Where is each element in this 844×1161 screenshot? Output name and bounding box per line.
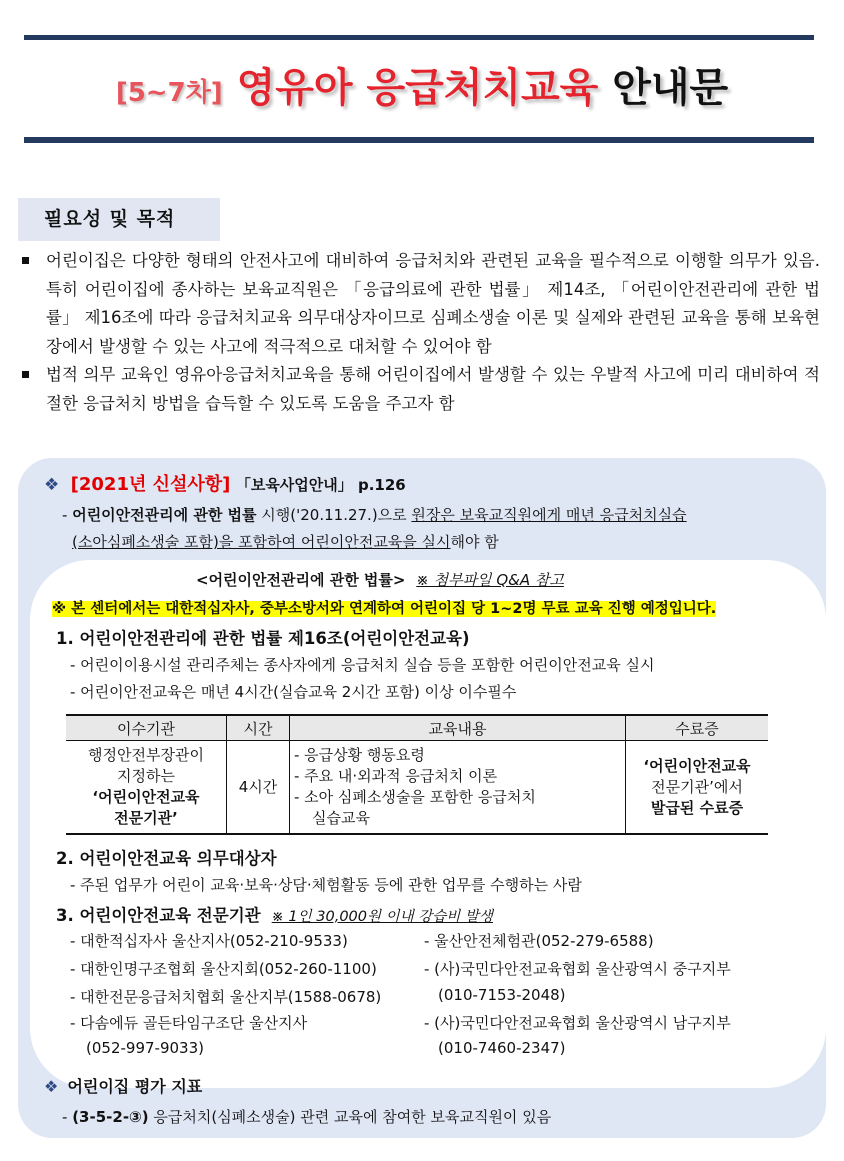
table-header-row	[66, 715, 768, 741]
cell-line: 발급된 수료증	[650, 798, 744, 817]
evaluation-heading: 어린이집 평가 지표	[67, 1077, 203, 1096]
diamond-bullet-icon: ❖	[44, 475, 60, 495]
dash-marker: -	[62, 1108, 68, 1126]
expert-right-2-phone: (010-7153-2048)	[438, 986, 566, 1004]
title-top-rule	[24, 35, 814, 40]
page-title	[0, 60, 844, 121]
content-cell	[290, 741, 626, 835]
diamond-bullet-icon: ❖	[44, 1077, 59, 1096]
center-notice	[52, 597, 716, 618]
cell-line: ‘어린이안전교육	[643, 756, 751, 775]
table-row	[66, 741, 768, 835]
cell-line: 전문기관’	[114, 809, 178, 827]
evaluation-item	[62, 1106, 551, 1127]
expert-right-2: - (사)국민다안전교육협회 울산광역시 중구지부	[424, 960, 731, 978]
cell-line: 지정하는	[117, 767, 175, 785]
table-header: 이수기관	[66, 715, 227, 741]
requirement-ending: 해야 함	[450, 533, 499, 551]
table-header: 교육내용	[290, 715, 626, 741]
new-2021-line-2	[72, 531, 499, 552]
cell-line: 전문기관’에서	[651, 777, 743, 796]
title-suffix: 안내문	[612, 65, 729, 111]
expert-right-3: - (사)국민다안전교육협회 울산광역시 남구지부	[424, 1014, 731, 1032]
section-heading-purpose: 필요성 및 목적	[18, 198, 220, 241]
expert-left-1: - 대한적십자사 울산지사(052-210-9533)	[70, 932, 348, 950]
guide-reference: 「보육사업안내」 p.126	[235, 476, 406, 494]
enforcement-text: 시행('20.11.27.)으로	[256, 506, 412, 524]
expert-right-3-phone: (010-7460-2347)	[438, 1039, 566, 1057]
law-name: 어린이안전관리에 관한 법률	[72, 506, 257, 524]
cell-line: - 소아 심폐소생술을 포함한 응급처치	[294, 788, 536, 806]
expert-right-1: - 울산안전체험관(052-279-6588)	[424, 932, 654, 950]
target-heading: 2. 어린이안전교육 의무대상자	[56, 849, 277, 868]
fee-note: ※ 1인 30,000원 이내 강습비 발생	[271, 909, 493, 925]
purpose-bullet-text: 법적 의무 교육인 영유아응급처치교육을 통해 어린이집에서 발생할 수 있는 우발적 사고에 미리 대비하여 적절한 응급처치 방법을 습득할 수 있도록 도움을 주고자 함	[46, 365, 820, 413]
article-16-item-2: - 어린이안전교육은 매년 4시간(실습교육 2시간 포함) 이상 이수필수	[70, 683, 517, 701]
attachment-note: ※ 첨부파일 Q&A 참고	[416, 571, 564, 589]
requirement-text: 원장은 보육교직원에게 매년 응급처치실습	[411, 506, 687, 524]
cell-line: 실습교육	[312, 809, 370, 827]
experts-heading-row	[56, 902, 493, 926]
purpose-bullet-2	[20, 361, 820, 418]
cell-line: ‘어린이안전교육	[92, 788, 200, 806]
purpose-bullet-1	[20, 247, 820, 361]
title-main: 영유아 응급처치교육	[236, 65, 599, 111]
target-item: - 주된 업무가 어린이 교육·보육·상담·체험활동 등에 관한 업무를 수행하는 사람	[70, 876, 582, 894]
title-bottom-rule	[24, 137, 814, 143]
square-bullet-icon	[22, 257, 29, 264]
law-title-row	[196, 569, 564, 590]
center-notice-text: ※ 본 센터에서는 대한적십자사, 중부소방서와 연계하여 어린이집 당 1~2명 무료 교육 진행 예정입니다.	[52, 601, 717, 617]
expert-left-3: - 대한전문응급처치협회 울산지부(1588-0678)	[70, 988, 382, 1006]
evaluation-text: 응급처치(심폐소생술) 관련 교육에 참여한 보육교직원이 있음	[148, 1108, 552, 1126]
new-2021-heading	[44, 470, 406, 496]
certificate-cell	[626, 741, 769, 835]
institution-cell	[66, 741, 227, 835]
requirement-text-cont: (소아심폐소생술 포함)을 포함하여 어린이안전교육을 실시	[72, 533, 451, 551]
law-title: <어린이안전관리에 관한 법률>	[196, 571, 406, 589]
hours-cell: 4시간	[227, 741, 290, 835]
article-16-heading: 1. 어린이안전관리에 관한 법률 제16조(어린이안전교육)	[56, 629, 470, 648]
new-2021-line-1	[62, 504, 687, 525]
article-16-item-1: - 어린이이용시설 관리주체는 종사자에게 응급처치 실습 등을 포함한 어린이안전교육 실시	[70, 656, 655, 674]
expert-left-2: - 대한인명구조협회 울산지회(052-260-1100)	[70, 960, 377, 978]
cell-line: 행정안전부장관이	[88, 746, 204, 764]
square-bullet-icon	[22, 371, 29, 378]
evaluation-heading-row	[44, 1074, 202, 1097]
table-header: 시간	[227, 715, 290, 741]
purpose-bullets	[20, 247, 820, 419]
expert-left-4: - 다솜에듀 골든타임구조단 울산지사	[70, 1014, 308, 1032]
cell-line: - 응급상황 행동요령	[294, 746, 425, 764]
purpose-bullet-text: 어린이집은 다양한 형태의 안전사고에 대비하여 응급처치와 관련된 교육을 필수적으로 이행할 의무가 있음. 특히 어린이집에 종사하는 보육교직원은 「응급의료에 관한 법률」 제14조, 「어린이안전관리에 관한 법률」 제16조에 따라 응급처치교육 의무대상자이므로 심폐소생술 이론 및 실제와 관련된 교육을 통해 보육현장에서 발생할 수 있는 사고에 적극적으로 대처할 수 있어야 함	[46, 251, 820, 356]
evaluation-code: (3-5-2-③)	[72, 1108, 149, 1126]
cell-line: - 주요 내·외과적 응급처치 이론	[294, 767, 498, 785]
dash-marker: -	[62, 506, 68, 524]
expert-left-4-phone: (052-997-9033)	[86, 1039, 204, 1057]
table-header: 수료증	[626, 715, 769, 741]
experts-heading: 3. 어린이안전교육 전문기관	[56, 906, 261, 925]
title-prefix: [5~7차]	[115, 78, 223, 108]
education-table	[66, 714, 768, 835]
new-2021-label: [2021년 신설사항]	[70, 474, 231, 495]
